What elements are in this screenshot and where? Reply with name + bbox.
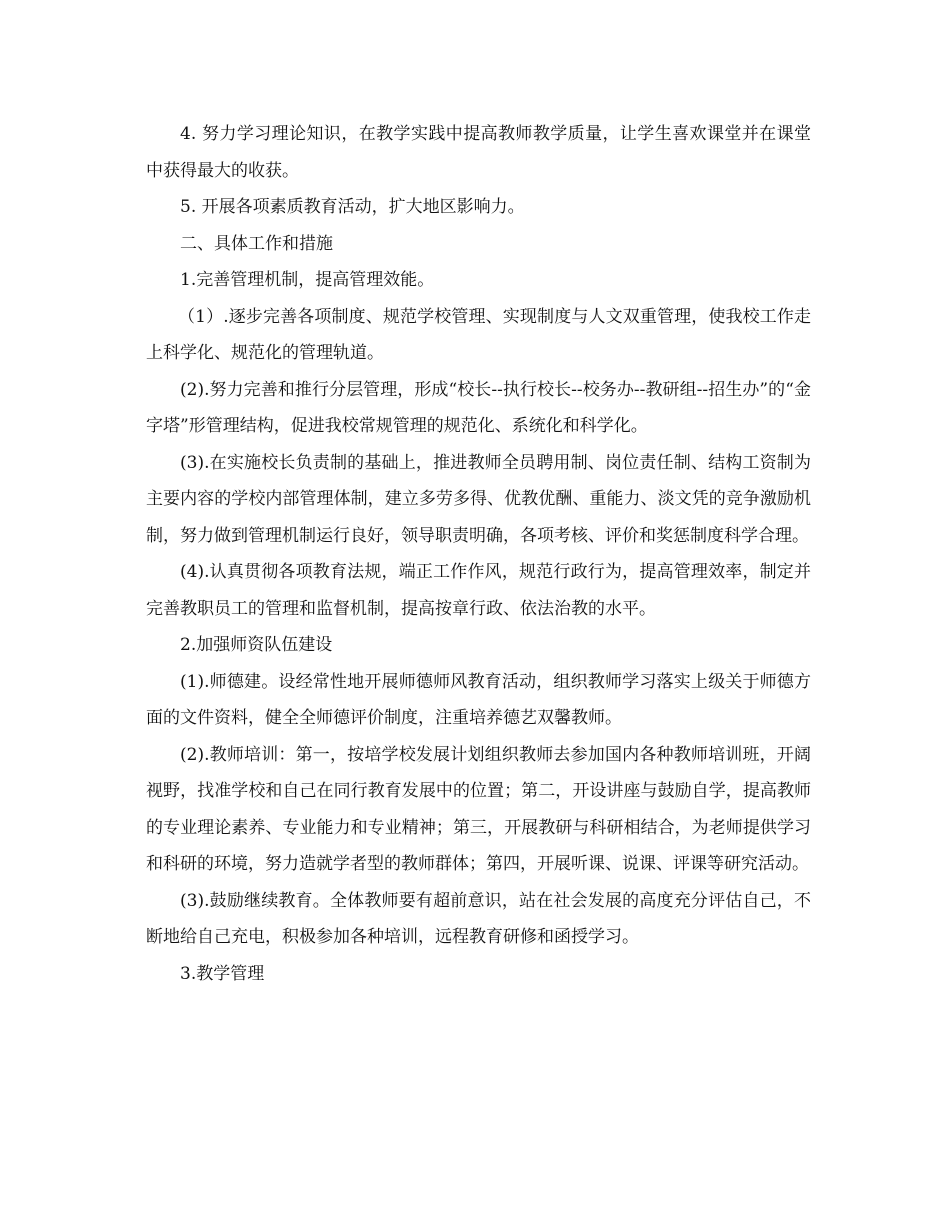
paragraph-goal-5: 5. 开展各项素质教育活动，扩大地区影响力。 [180, 197, 525, 217]
document-body [146, 116, 811, 992]
subheading-teacher-team: 2.加强师资队伍建设 [180, 635, 333, 655]
paragraph-teacher-2: (2).教师培训：第一，按培学校发展计划组织教师去参加国内各种教师培训班，开阔视野，找准学校和自己在同行教育发展中的位置；第二，开设讲座与鼓励自学，提高教师的专业理论素养、专业能力和专业精神；第三，开展教研与科研相结合，为老师提供学习和科研的环境，努力造就学者型的教师群体；第四，开展听课、说课、评课等研究活动。 [146, 744, 811, 874]
paragraph-management-3: (3).在实施校长负责制的基础上，推进教师全员聘用制、岗位责任制、结构工资制为主要内容的学校内部管理体制，建立多劳多得、优教优酬、重能力、淡文凭的竞争激励机制，努力做到管理机制运行良好，领导职责明确，各项考核、评价和奖惩制度科学合理。 [146, 452, 811, 546]
subheading-management-mechanism: 1.完善管理机制，提高管理效能。 [180, 270, 435, 290]
paragraph-teacher-3: (3).鼓励继续教育。全体教师要有超前意识，站在社会发展的高度充分评估自己，不断地给自己充电，积极参加各种培训，远程教育研修和函授学习。 [146, 890, 811, 947]
paragraph-management-2: (2).努力完善和推行分层管理，形成“校长--执行校长--校务办--教研组--招生办”的“金字塔”形管理结构，促进我校常规管理的规范化、系统化和科学化。 [146, 379, 811, 436]
paragraph-teacher-1: (1).师德建。设经常性地开展师德师风教育活动，组织教师学习落实上级关于师德方面的文件资料，健全全师德评价制度，注重培养德艺双馨教师。 [146, 671, 811, 728]
paragraph-management-4: (4).认真贯彻各项教育法规，端正工作作风，规范行政行为，提高管理效率，制定并完善教职员工的管理和监督机制，提高按章行政、依法治教的水平。 [146, 562, 811, 619]
paragraph-management-1: （1）.逐步完善各项制度、规范学校管理、实现制度与人文双重管理，使我校工作走上科学化、规范化的管理轨道。 [146, 306, 811, 363]
section-heading-measures: 二、具体工作和措施 [180, 233, 333, 254]
subheading-teaching-management: 3.教学管理 [180, 963, 265, 984]
paragraph-goal-4: 4. 努力学习理论知识，在教学实践中提高教师教学质量，让学生喜欢课堂并在课堂中获得最大的收获。 [146, 124, 811, 181]
